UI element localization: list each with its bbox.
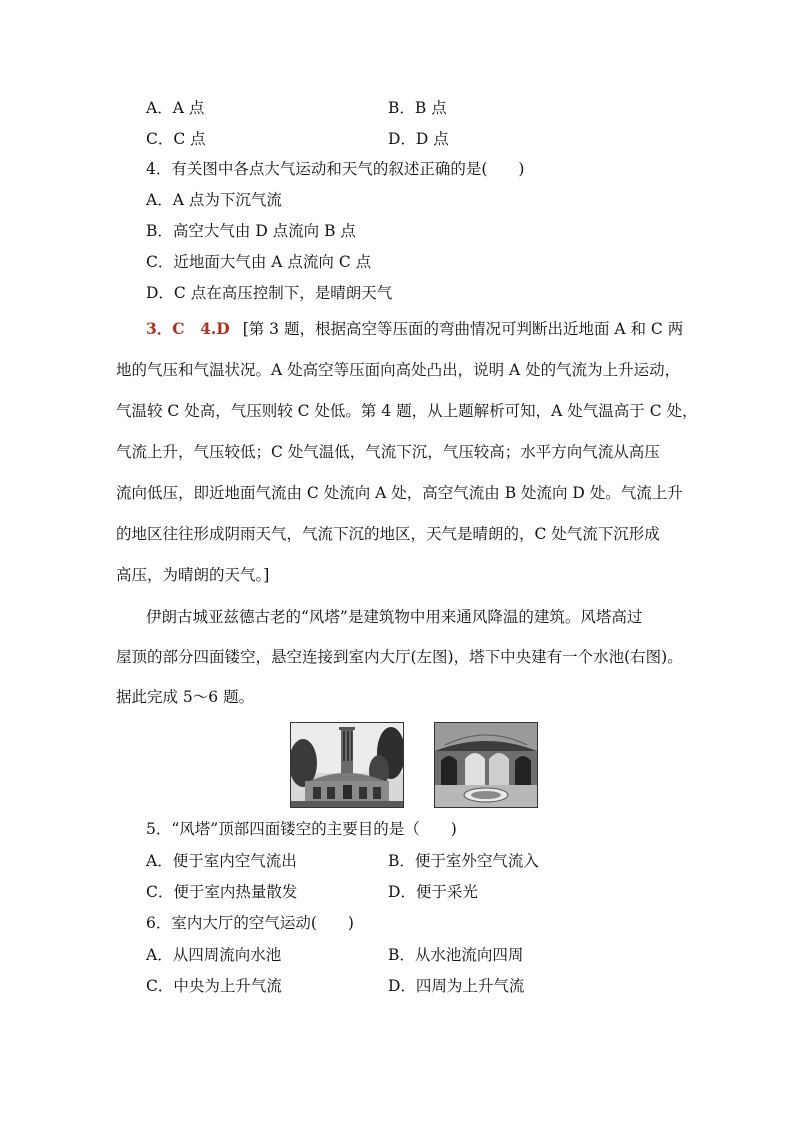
q3-option-b: B．B 点 — [388, 99, 447, 117]
answer-line-4: 气流上升，气压较低；C 处气温低，气流下沉，气压较高；水平方向气流从高压 — [116, 443, 660, 461]
q5-option-a: A．便于室内空气流出 — [146, 852, 297, 870]
answer-label: 3．C 4.D — [146, 319, 230, 338]
q6-option-c: C．中央为上升气流 — [146, 977, 282, 995]
q6-option-b: B．从水池流向四周 — [388, 946, 524, 964]
q5-option-d: D．便于采光 — [388, 883, 478, 901]
q3-option-d: D．D 点 — [388, 130, 449, 148]
q5-option-c: C．便于室内热量散发 — [146, 883, 298, 901]
intro-line-1: 伊朗古城亚兹德古老的“风塔”是建筑物中用来通风降温的建筑。风塔高过 — [146, 608, 643, 626]
q3-options-row-2 — [146, 127, 706, 149]
interior-pool-photo — [434, 722, 538, 808]
q4-option-d: D．C 点在高压控制下，是晴朗天气 — [146, 284, 393, 302]
q3-option-a: A．A 点 — [146, 99, 205, 117]
q5-options-row-1 — [146, 849, 706, 871]
intro-line-3: 据此完成 5～6 题。 — [116, 688, 255, 706]
answer-block-first-line — [146, 318, 683, 340]
intro-line-2: 屋顶的部分四面镂空，悬空连接到室内大厅(左图)，塔下中央建有一个水池(右图)。 — [116, 648, 683, 666]
answer-line-2: 地的气压和气温状况。A 处高空等压面向高处凸出，说明 A 处的气流为上升运动， — [116, 361, 681, 379]
q5-stem: 5．“风塔”顶部四面镂空的主要目的是（ ) — [146, 820, 457, 838]
q6-options-row-2 — [146, 974, 706, 996]
q6-option-d: D．四周为上升气流 — [388, 977, 525, 995]
q3-options-row-1 — [146, 96, 706, 118]
q5-options-row-2 — [146, 880, 706, 902]
q3-option-c: C．C 点 — [146, 130, 206, 148]
q6-options-row-1 — [146, 943, 706, 965]
q4-option-b: B．高空大气由 D 点流向 B 点 — [146, 222, 356, 240]
q4-option-c: C．近地面大气由 A 点流向 C 点 — [146, 253, 372, 271]
q6-stem: 6．室内大厅的空气运动( ) — [146, 914, 354, 932]
q6-option-a: A．从四周流向水池 — [146, 946, 282, 964]
answer-line-6: 的地区往往形成阴雨天气，气流下沉的地区，天气是晴朗的，C 处气流下沉形成 — [116, 525, 660, 543]
answer-line-7: 高压，为晴朗的天气。] — [116, 566, 270, 584]
answer-line-3: 气温较 C 处高，气压则较 C 处低。第 4 题，从上题解析可知，A 处气温高于 C 处， — [116, 402, 698, 420]
q4-stem: 4．有关图中各点大气运动和天气的叙述正确的是( ) — [146, 160, 525, 178]
answer-line-5: 流向低压，即近地面气流由 C 处流向 A 处，高空气流由 B 处流向 D 处。气流上升 — [116, 484, 683, 502]
answer-line-1: [第 3 题，根据高空等压面的弯曲情况可判断出近地面 A 和 C 两 — [242, 320, 684, 338]
q5-option-b: B．便于室外空气流入 — [388, 852, 539, 870]
wind-tower-exterior-photo — [290, 722, 404, 808]
q4-option-a: A．A 点为下沉气流 — [146, 191, 282, 209]
